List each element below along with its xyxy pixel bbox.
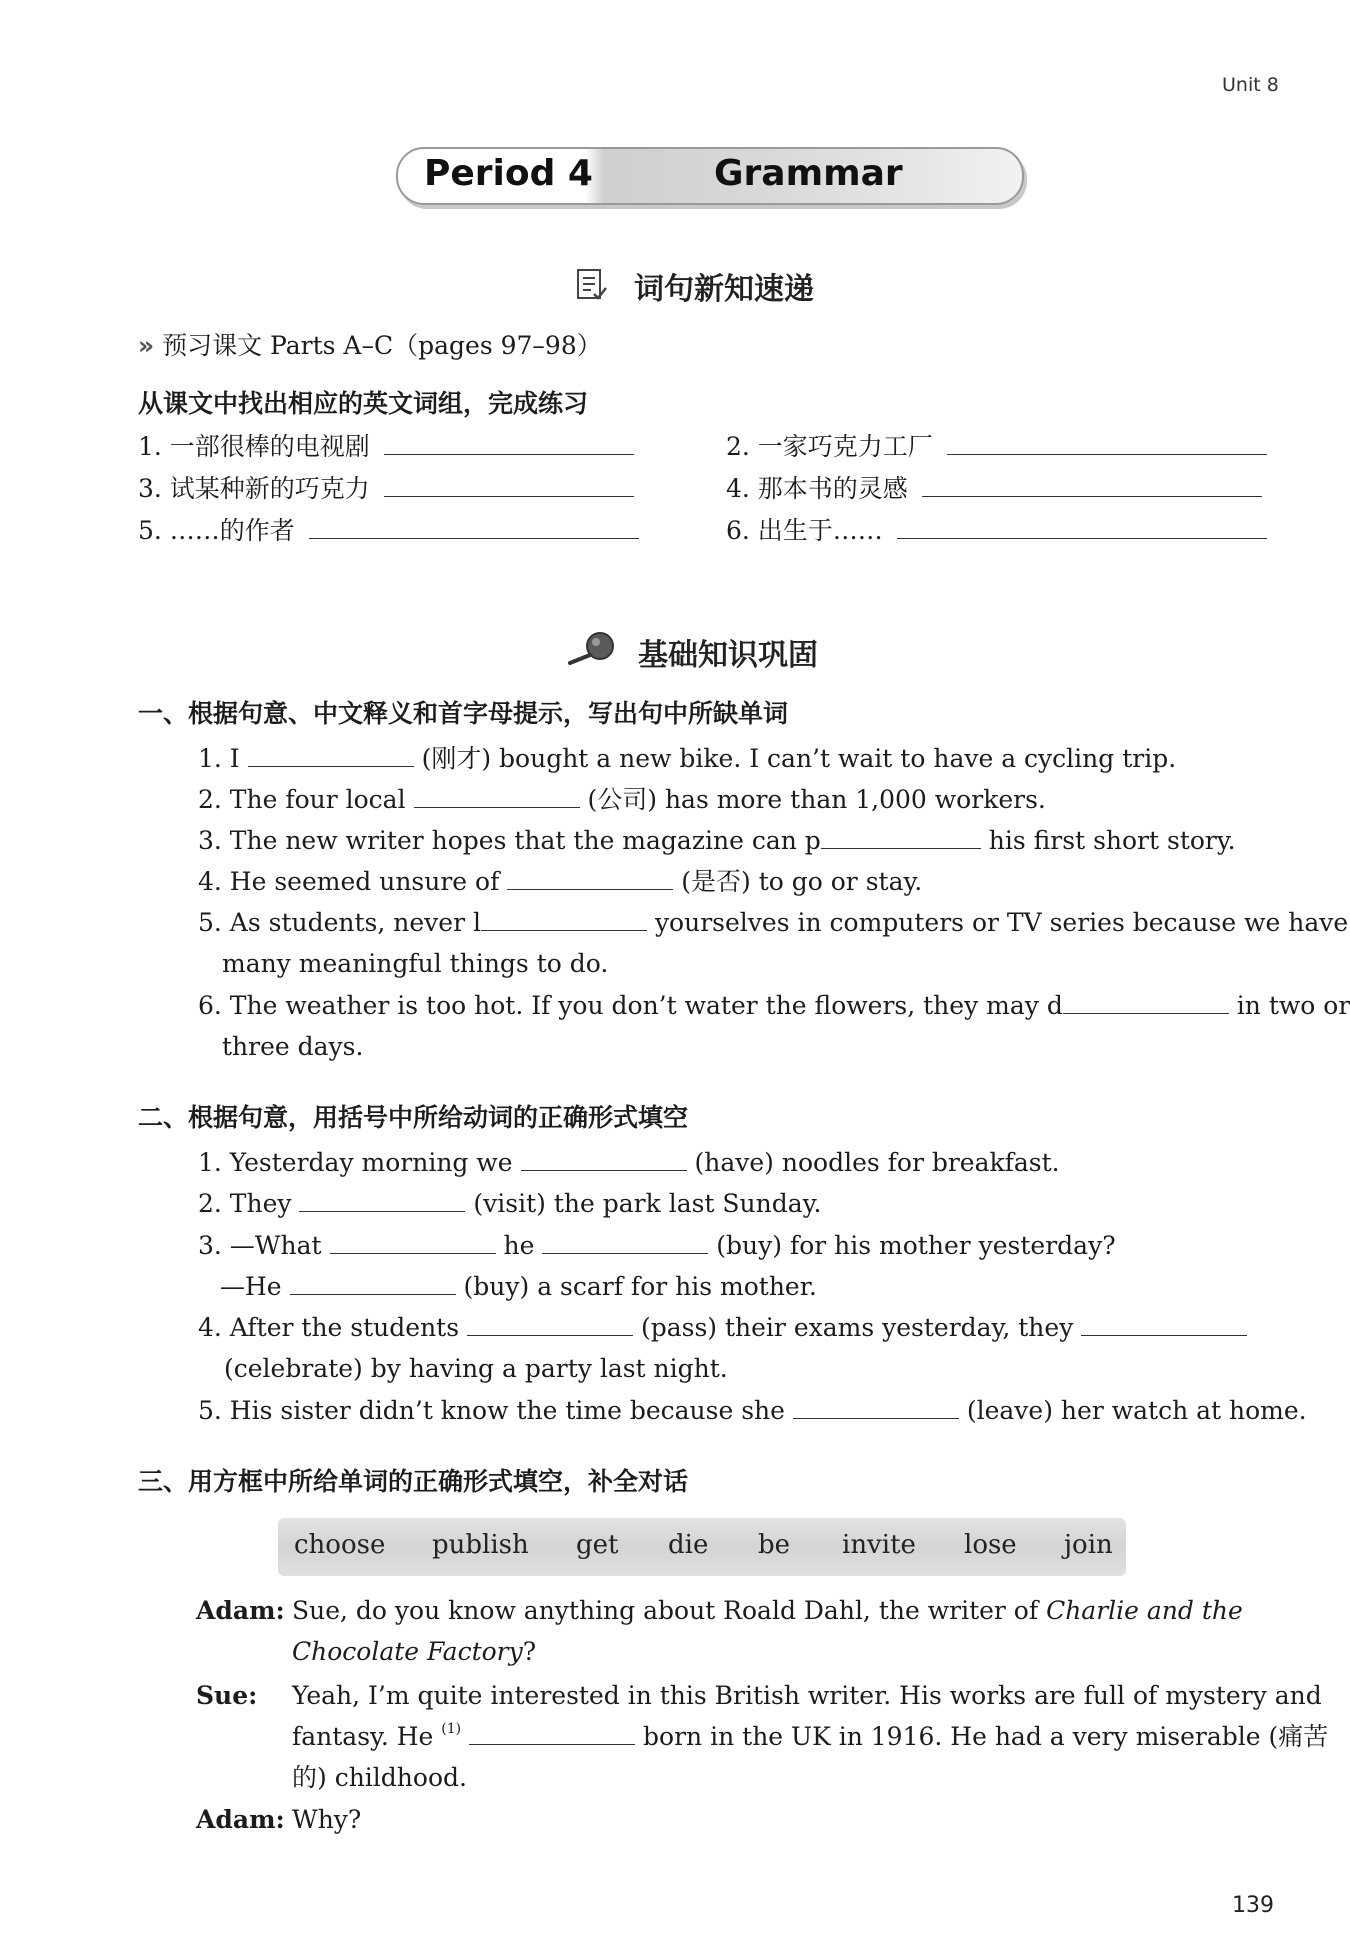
dialogue-line-cont: Chocolate Factory? <box>292 1637 537 1666</box>
answer-blank[interactable] <box>947 430 1267 455</box>
word-bank-word: join <box>1064 1530 1113 1560</box>
answer-blank[interactable] <box>897 514 1267 539</box>
answer-blank[interactable] <box>922 472 1262 497</box>
part1-question-5-cont: many meaningful things to do. <box>222 949 609 978</box>
answer-blank[interactable] <box>793 1394 959 1419</box>
part2-question-5: 5. His sister didn’t know the time because she (leave) her watch at home. <box>198 1396 1307 1425</box>
preview-task: 从课文中找出相应的英文词组，完成练习 <box>138 389 589 418</box>
word-bank-word: choose <box>294 1530 386 1560</box>
word-bank-word: publish <box>432 1530 529 1560</box>
dialogue-speaker: Sue: <box>196 1681 258 1710</box>
part1-question-2: 2. The four local (公司) has more than 1,000 workers. <box>198 785 1046 814</box>
word-bank-word: lose <box>964 1530 1017 1560</box>
part3-heading: 三、用方框中所给单词的正确形式填空，补全对话 <box>138 1467 689 1496</box>
part2-question-3-reply: —He (buy) a scarf for his mother. <box>220 1272 817 1301</box>
double-chevron-icon: » <box>138 331 155 360</box>
dialogue-line-cont: 的) childhood. <box>292 1763 467 1792</box>
answer-blank[interactable] <box>384 430 634 455</box>
part2-question-4-cont: (celebrate) by having a party last night. <box>224 1354 728 1383</box>
unit-label: Unit 8 <box>1222 74 1279 96</box>
part2-question-2: 2. They (visit) the park last Sunday. <box>198 1189 822 1218</box>
answer-blank[interactable] <box>542 1229 708 1254</box>
section-title-basics: 基础知识巩固 <box>638 638 818 673</box>
word-bank-word: be <box>758 1530 791 1560</box>
dialogue-line: Sue, do you know anything about Roald Dahl, the writer of Charlie and the <box>292 1596 1243 1625</box>
notes-icon <box>576 268 608 302</box>
answer-blank[interactable] <box>469 1720 635 1745</box>
word-bank-box <box>278 1518 1126 1576</box>
period-banner <box>396 147 1024 205</box>
part1-question-1: 1. I (刚才) bought a new bike. I can’t wait to have a cycling trip. <box>198 744 1177 773</box>
magnifier-icon <box>566 630 618 666</box>
section-title-preview: 词句新知速递 <box>634 272 814 307</box>
preview-instruction-text: 预习课文 Parts A–C（pages 97–98） <box>162 331 602 360</box>
part2-question-4: 4. After the students (pass) their exams yesterday, they <box>198 1311 1247 1345</box>
answer-blank[interactable] <box>821 824 981 849</box>
preview-item-3: 3. 试某种新的巧克力 <box>138 472 634 506</box>
part1-heading: 一、根据句意、中文释义和首字母提示，写出句中所缺单词 <box>138 699 789 728</box>
preview-item-6: 6. 出生于…… <box>726 514 1267 548</box>
answer-blank[interactable] <box>384 472 634 497</box>
part1-question-6: 6. The weather is too hot. If you don’t water the flowers, they may d in two or <box>198 991 1350 1020</box>
period-number: Period 4 <box>424 153 593 194</box>
preview-instruction <box>138 329 602 363</box>
dialogue-line: Yeah, I’m quite interested in this British writer. His works are full of mystery and <box>292 1681 1322 1710</box>
preview-item-4: 4. 那本书的灵感 <box>726 472 1262 506</box>
answer-blank[interactable] <box>248 742 414 767</box>
word-bank-word: die <box>668 1530 709 1560</box>
answer-blank[interactable] <box>1063 989 1229 1014</box>
answer-blank[interactable] <box>1081 1311 1247 1336</box>
book-title: Chocolate Factory <box>292 1637 523 1666</box>
period-topic: Grammar <box>714 153 903 194</box>
part1-question-3: 3. The new writer hopes that the magazine can p his first short story. <box>198 826 1236 855</box>
page-number: 139 <box>1232 1893 1274 1918</box>
part2-question-1: 1. Yesterday morning we (have) noodles for breakfast. <box>198 1148 1060 1177</box>
preview-item-1: 1. 一部很棒的电视剧 <box>138 430 634 464</box>
answer-blank[interactable] <box>299 1187 465 1212</box>
preview-item-5: 5. ……的作者 <box>138 514 639 548</box>
preview-item-2: 2. 一家巧克力工厂 <box>726 430 1267 464</box>
part1-question-6-cont: three days. <box>222 1032 364 1061</box>
answer-blank[interactable] <box>467 1311 633 1336</box>
part1-question-5: 5. As students, never l yourselves in computers or TV series because we have <box>198 908 1349 937</box>
blank-number: (1) <box>441 1721 462 1737</box>
answer-blank[interactable] <box>290 1270 456 1295</box>
answer-blank[interactable] <box>507 865 673 890</box>
answer-blank[interactable] <box>414 783 580 808</box>
answer-blank[interactable] <box>330 1229 496 1254</box>
word-bank-word: get <box>576 1530 619 1560</box>
book-title: Charlie and the <box>1046 1596 1243 1625</box>
dialogue-line-cont: fantasy. He $^{(1)}$ born in the UK in 1916. He had a very miserable (痛苦 <box>292 1721 1329 1751</box>
answer-blank[interactable] <box>521 1146 687 1171</box>
answer-blank[interactable] <box>481 906 647 931</box>
part1-question-4: 4. He seemed unsure of (是否) to go or stay. <box>198 867 923 896</box>
part2-heading: 二、根据句意，用括号中所给动词的正确形式填空 <box>138 1103 689 1132</box>
part2-question-3: 3. —What he (buy) for his mother yesterday? <box>198 1231 1116 1260</box>
word-bank-word: invite <box>842 1530 916 1560</box>
dialogue-speaker: Adam: <box>196 1805 285 1834</box>
dialogue-line: Why? <box>292 1805 362 1834</box>
dialogue-speaker: Adam: <box>196 1596 285 1625</box>
answer-blank[interactable] <box>309 514 639 539</box>
